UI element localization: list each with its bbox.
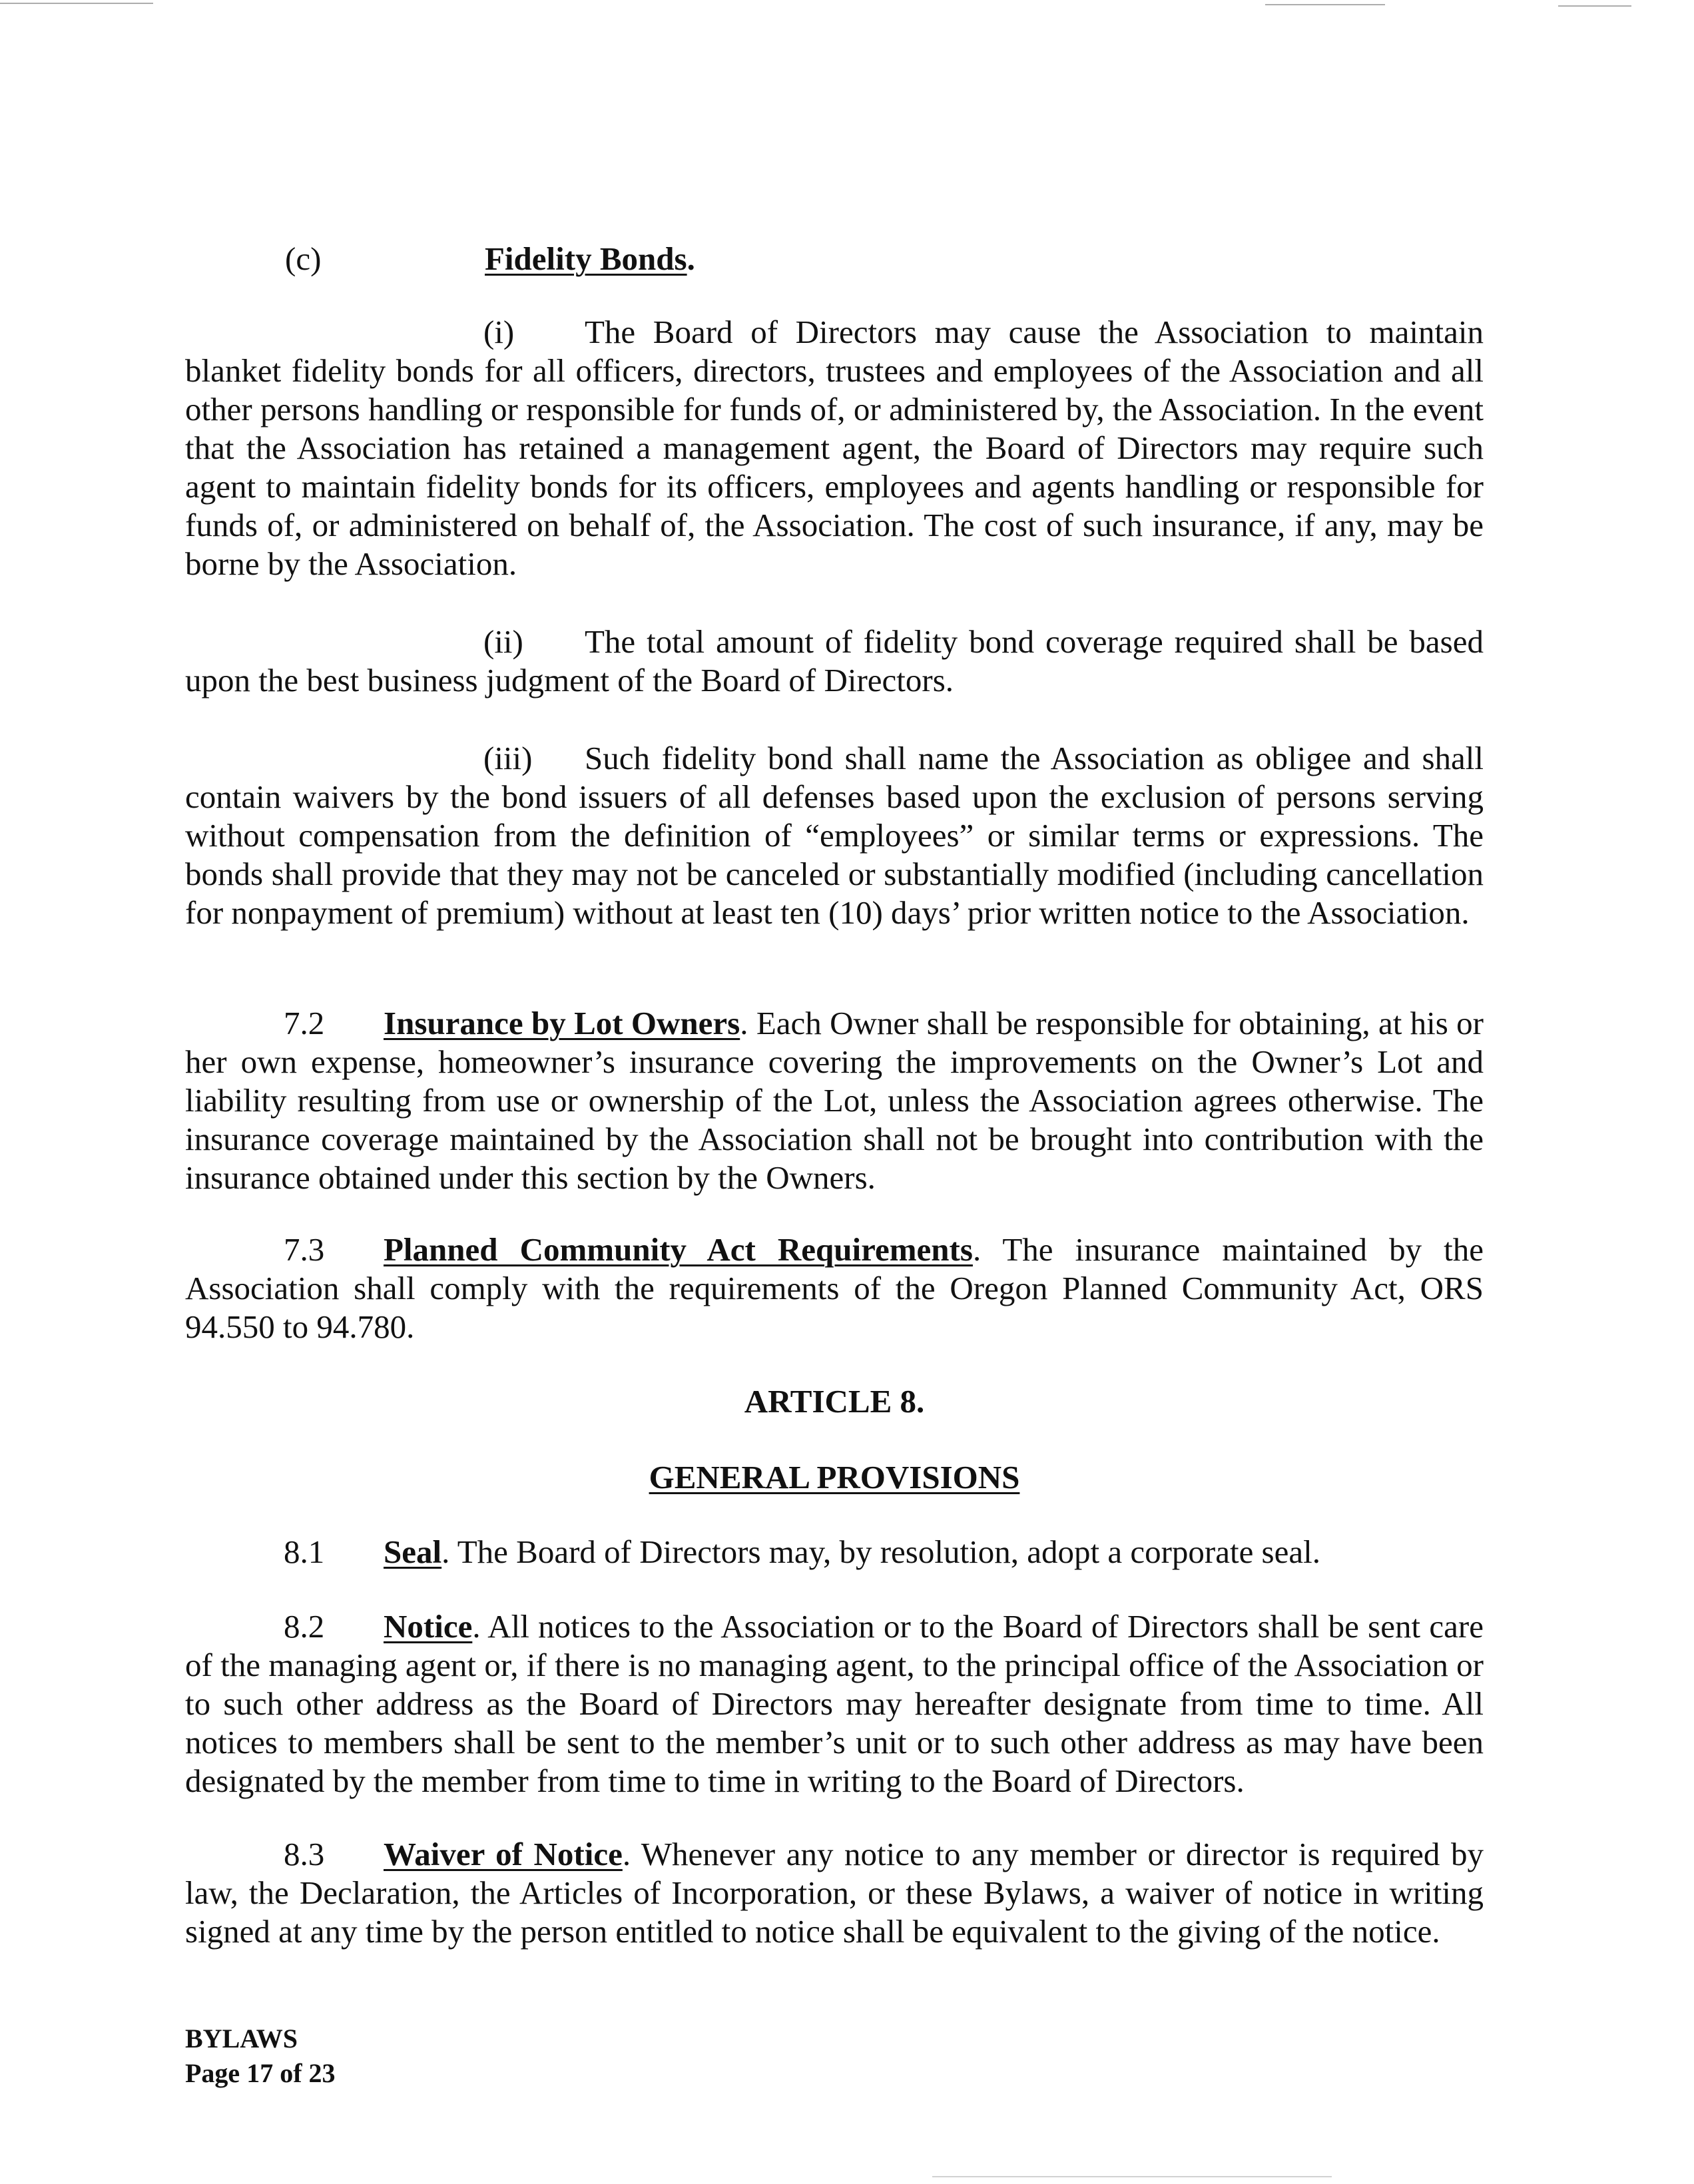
paragraph-ii-num: (ii) [483,623,523,660]
paragraph-ii [185,623,1484,700]
section-7-3-num: 7.3 [284,1231,325,1268]
section-7-3-heading: Planned Community Act Requirements [384,1231,973,1268]
paragraph-ii-text: The total amount of fidelity bond coverage required shall be based upon the best business judgment of the Board of Directors. [185,623,1484,698]
paragraph-i-text: The Board of Directors may cause the Association to maintain blanket fidelity bonds for all officers, directors, trustees and employees of the Association and all other persons handling or responsible for funds of, or administered by, the Association. In the event that the Association has retained a management agent, the Board of Directors may require such agent to maintain fidelity bonds for its officers, employees and agents handling or responsible for funds of, or administered on behalf of, the Association. The cost of such insurance, if any, may be borne by the Association. [185,314,1484,582]
article-subtitle-text: GENERAL PROVISIONS [649,1459,1020,1496]
paragraph-iii-text: Such fidelity bond shall name the Association as obligee and shall contain waivers by the bond issuers of all defenses based upon the exclusion of persons serving without compensation from the definition of “employees” or similar terms or expressions. The bonds shall provide that they may not be canceled or substantially modified (including cancellation for nonpayment of premium) without at least ten (10) days’ prior written notice to the Association. [185,740,1484,931]
section-8-2 [185,1607,1484,1800]
scan-artifact-top [1558,5,1631,7]
section-7-2 [185,1004,1484,1197]
section-7-3-text: . The insurance maintained by the Association shall comply with the requirements of the Oregon Planned Community Act, ORS 94.550 to 94.780. [185,1231,1484,1345]
paragraph-iii-num: (iii) [483,740,533,776]
paragraph-i-num: (i) [483,314,515,350]
section-8-1-num: 8.1 [284,1533,325,1570]
section-8-1-text: . The Board of Directors may, by resolution, adopt a corporate seal. [441,1533,1320,1570]
paragraph-iii [185,739,1484,932]
article-title: ARTICLE 8. [744,1383,925,1420]
scan-artifact-top [1265,4,1385,5]
section-8-2-text: . All notices to the Association or to the Board of Directors shall be sent care of the managing agent or, if there is no managing agent, to the principal office of the Association or to such other address as the Board of Directors may hereafter designate from time to time. All notices to members shall be sent to the member’s unit or to such other address as may have been designated by the member from time to time in writing to the Board of Directors. [185,1608,1484,1799]
section-7-2-text: . Each Owner shall be responsible for obtaining, at his or her own expense, homeowner’s insurance covering the improvements on the Owner’s Lot and liability resulting from use or ownership of the Lot, unless the Association agrees otherwise. The insurance coverage maintained by the Association shall not be brought into contribution with the insurance obtained under this section by the Owners. [185,1005,1484,1196]
section-8-3-text: . Whenever any notice to any member or director is required by law, the Declaration, the Articles of Incorporation, or these Bylaws, a waiver of notice in writing signed at any time by the person entitled to notice shall be equivalent to the giving of the notice. [185,1836,1484,1950]
section-c-label: (c) [285,240,322,277]
section-8-2-num: 8.2 [284,1608,325,1645]
article-subtitle [185,1458,1484,1497]
paragraph-i [185,313,1484,583]
section-7-2-heading: Insurance by Lot Owners [384,1005,740,1041]
section-7-2-num: 7.2 [284,1005,325,1041]
section-8-3 [185,1835,1484,1951]
footer-page-number: Page 17 of 23 [185,2058,336,2088]
section-c-punct: . [687,240,695,277]
section-8-1-heading: Seal [384,1533,442,1570]
section-8-3-heading: Waiver of Notice [384,1836,623,1872]
footer-doc-name: BYLAWS [185,2024,298,2053]
scan-artifact-bottom [932,2176,1332,2177]
section-8-1 [185,1533,1484,1571]
section-c-title: Fidelity Bonds [485,240,687,277]
scan-artifact-top [0,3,153,4]
section-8-2-heading: Notice [384,1608,473,1645]
section-c-heading [285,240,695,278]
section-7-3 [185,1230,1484,1346]
section-8-3-num: 8.3 [284,1836,325,1872]
